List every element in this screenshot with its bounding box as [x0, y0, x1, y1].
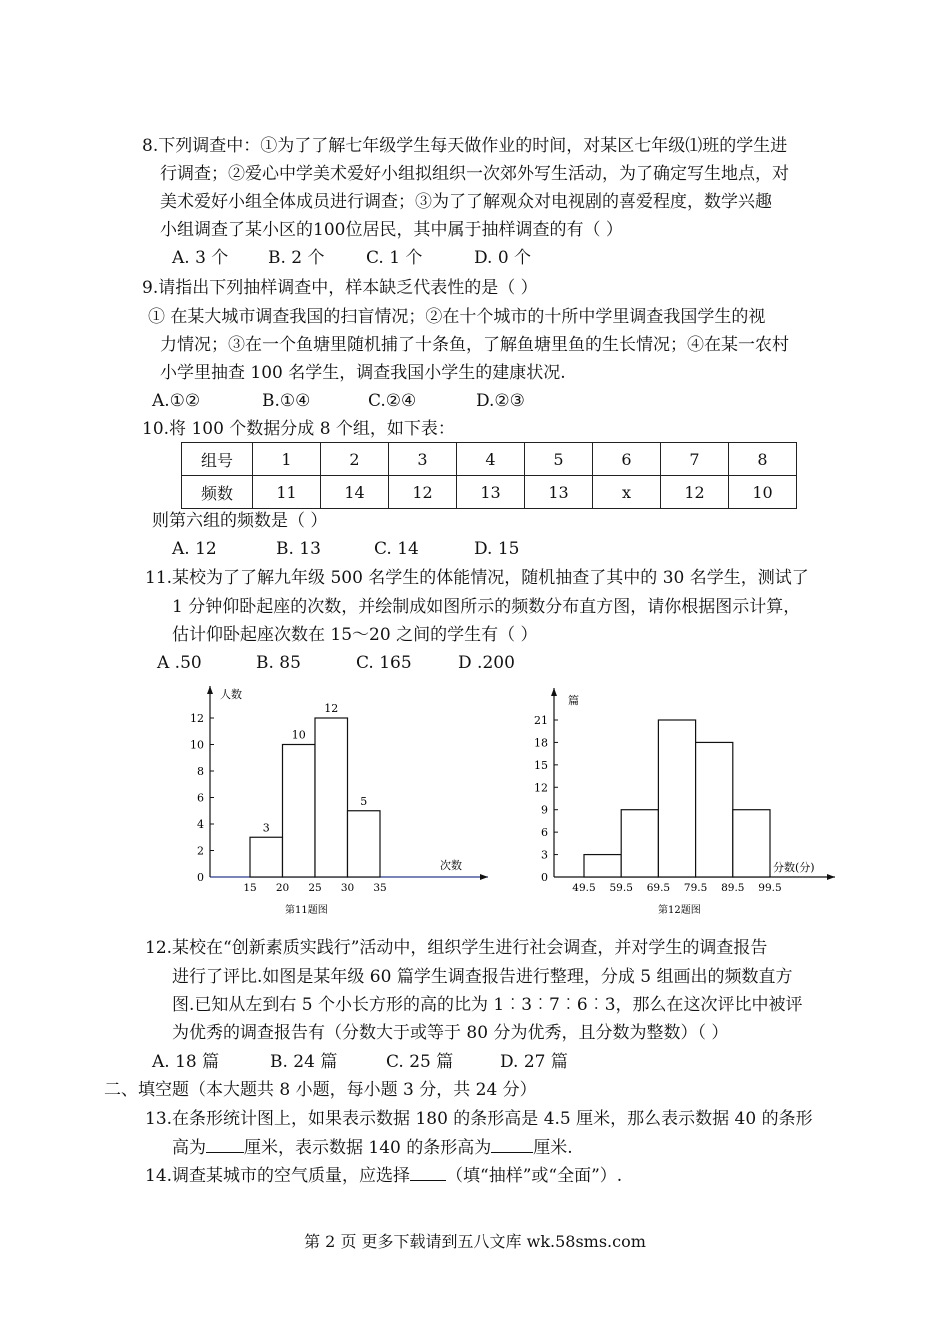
q13-line-1: 13.在条形统计图上，如果表示数据 180 的条形高是 4.5 厘米，那么表示数据 40 的条形 — [145, 1109, 813, 1129]
x-tick-label: 89.5 — [721, 882, 745, 894]
q11-option-c: C. 165 — [356, 653, 412, 673]
q10-option-c: C. 14 — [374, 539, 419, 559]
y-axis-arrow — [551, 688, 557, 696]
chart-ylabel: 人数 — [220, 688, 242, 701]
q11-option-d: D .200 — [458, 653, 515, 673]
q9-line-1: 9.请指出下列抽样调查中，样本缺乏代表性的是（ ） — [142, 278, 538, 298]
answer-blank[interactable] — [491, 1136, 533, 1153]
q9-option-a: A.①② — [152, 391, 201, 411]
q10-option-b: B. 13 — [276, 539, 321, 559]
x-tick-label: 49.5 — [572, 882, 596, 894]
q9-option-c: C.②④ — [368, 391, 417, 411]
table-row — [182, 476, 797, 509]
q8-line-2: 行调查；②爱心中学美术爱好小组拟组织一次郊外写生活动，为了确定写生地点，对 — [160, 164, 789, 184]
q9-option-b: B.①④ — [262, 391, 311, 411]
q11-line-3: 估计仰卧起座次数在 15～20 之间的学生有（ ） — [172, 625, 538, 645]
q12-option-d: D. 27 篇 — [500, 1052, 568, 1072]
histogram-bar — [621, 810, 658, 877]
q12-line-2: 进行了评比.如图是某年级 60 篇学生调查报告进行整理，分成 5 组画出的频数直方 — [172, 967, 793, 987]
q11-line-1: 11.某校为了了解九年级 500 名学生的体能情况，随机抽查了其中的 30 名学生，测试了 — [145, 568, 809, 588]
table-cell: 11 — [253, 476, 321, 509]
chart-title: 第12题图 — [658, 905, 701, 916]
histogram-bar — [315, 718, 348, 877]
x-tick-label: 59.5 — [609, 882, 633, 894]
q12-option-a: A. 18 篇 — [152, 1052, 220, 1072]
chart-title: 第11题图 — [285, 905, 328, 916]
x-axis-arrow — [480, 874, 488, 880]
q12-line-3: 图.已知从左到右 5 个小长方形的高的比为 1︰3︰7︰6︰3，那么在这次评比中被评 — [172, 995, 803, 1015]
table-cell: 8 — [729, 443, 797, 476]
q13-line-2 — [172, 1136, 573, 1159]
table-cell: 5 — [525, 443, 593, 476]
y-tick-label: 18 — [534, 736, 548, 750]
histogram-bar — [584, 855, 621, 877]
bar-value-label: 12 — [324, 702, 339, 715]
x-tick-label: 99.5 — [758, 882, 782, 894]
answer-blank[interactable] — [206, 1136, 244, 1153]
table-cell: 2 — [321, 443, 389, 476]
q14-text-a: 14.调查某城市的空气质量，应选择 — [145, 1166, 411, 1186]
table-cell: 3 — [389, 443, 457, 476]
q13-text-b: 厘米，表示数据 140 的条形高为 — [244, 1138, 492, 1158]
q8-option-a: A. 3 个 — [172, 248, 229, 268]
q8-option-c: C. 1 个 — [366, 248, 423, 268]
q9-option-d: D.②③ — [476, 391, 525, 411]
table-row — [182, 443, 797, 476]
table-cell: 12 — [661, 476, 729, 509]
histogram-bar — [283, 745, 316, 878]
y-tick-label: 21 — [534, 714, 548, 727]
histogram-q12 — [530, 680, 850, 920]
q9-line-2: ① 在某大城市调查我国的扫盲情况；②在十个城市的十所中学里调查我国学生的视 — [148, 307, 766, 327]
q8-line-3: 美术爱好小组全体成员进行调查；③为了了解观众对电视剧的喜爱程度，数学兴趣 — [160, 192, 772, 212]
x-axis-arrow — [827, 874, 835, 880]
q12-option-b: B. 24 篇 — [270, 1052, 338, 1072]
x-tick-label: 20 — [275, 882, 290, 894]
frequency-table — [181, 442, 797, 509]
x-tick-label: 30 — [340, 882, 355, 894]
q9-line-4: 小学里抽查 100 名学生，调查我国小学生的建康状况. — [160, 363, 566, 383]
q10-intro: 10.将 100 个数据分成 8 个组，如下表： — [142, 419, 455, 439]
y-tick-label: 2 — [197, 844, 204, 858]
q8-option-b: B. 2 个 — [268, 248, 325, 268]
q12-line-4: 为优秀的调查报告有（分数大于或等于 80 分为优秀，且分数为整数）（ ） — [172, 1023, 729, 1043]
x-tick-label: 69.5 — [646, 882, 671, 894]
y-tick-label: 12 — [534, 781, 548, 795]
table-cell: x — [593, 476, 661, 509]
q11-line-2: 1 分钟仰卧起座的次数，并绘制成如图所示的频数分布直方图，请你根据图示计算， — [172, 597, 801, 617]
y-tick-label: 6 — [197, 791, 204, 805]
q11-option-a: A .50 — [157, 653, 202, 673]
q10-question: 则第六组的频数是（ ） — [152, 511, 328, 531]
table-cell: 14 — [321, 476, 389, 509]
q8-line-4: 小组调查了某小区的100位居民，其中属于抽样调查的有（ ） — [160, 220, 623, 240]
q13-text-a: 高为 — [172, 1138, 206, 1158]
section-heading: 二、填空题（本大题共 8 小题，每小题 3 分，共 24 分） — [104, 1080, 537, 1100]
y-tick-label: 9 — [541, 803, 548, 817]
y-tick-label: 4 — [197, 818, 204, 831]
bar-value-label: 3 — [262, 821, 270, 835]
q10-option-d: D. 15 — [474, 539, 520, 559]
y-tick-label: 8 — [197, 765, 204, 778]
table-cell: 13 — [525, 476, 593, 509]
histogram-q11 — [180, 680, 500, 920]
q8-option-d: D. 0 个 — [474, 248, 532, 268]
q12-line-1: 12.某校在“创新素质实践行”活动中，组织学生进行社会调查，并对学生的调查报告 — [145, 938, 768, 958]
table-cell: 10 — [729, 476, 797, 509]
y-tick-label: 10 — [190, 738, 204, 752]
y-tick-label: 3 — [541, 848, 548, 862]
table-cell: 7 — [661, 443, 729, 476]
bar-value-label: 5 — [360, 794, 368, 808]
q14-text-b: （填“抽样”或“全面”）. — [446, 1166, 623, 1186]
q14-line — [145, 1164, 622, 1187]
bar-value-label: 10 — [291, 728, 306, 742]
table-cell: 1 — [253, 443, 321, 476]
table-cell: 13 — [457, 476, 525, 509]
histogram-bar — [250, 837, 283, 877]
x-tick-label: 79.5 — [683, 882, 708, 894]
x-tick-label: 25 — [308, 882, 322, 894]
y-tick-label: 6 — [541, 826, 548, 840]
histogram-bar — [348, 811, 381, 877]
q13-text-c: 厘米. — [533, 1138, 573, 1158]
y-axis-arrow — [207, 686, 213, 694]
histogram-bar — [696, 742, 733, 877]
q9-line-3: 力情况；③在一个鱼塘里随机捕了十条鱼，了解鱼塘里鱼的生长情况；④在某一农村 — [160, 335, 789, 355]
y-tick-label: 0 — [541, 871, 548, 884]
page-footer: 第 2 页 更多下载请到五八文库 wk.58sms.com — [304, 1232, 646, 1251]
chart-xlabel: 分数(分) — [773, 861, 815, 874]
table-cell: 12 — [389, 476, 457, 509]
q10-option-a: A. 12 — [172, 539, 217, 559]
chart-ylabel: 篇 — [568, 694, 579, 707]
table-cell: 6 — [593, 443, 661, 476]
histogram-bar — [733, 810, 770, 877]
chart-xlabel: 次数 — [440, 859, 462, 872]
table-cell: 组号 — [182, 443, 253, 476]
x-tick-label: 15 — [243, 882, 257, 894]
table-cell: 4 — [457, 443, 525, 476]
q12-option-c: C. 25 篇 — [386, 1052, 454, 1072]
q8-line-1: 8.下列调查中：①为了了解七年级学生每天做作业的时间，对某区七年级⑴班的学生进 — [142, 136, 788, 156]
answer-blank[interactable] — [410, 1164, 446, 1181]
y-tick-label: 12 — [190, 712, 204, 725]
table-cell: 频数 — [182, 476, 253, 509]
y-tick-label: 0 — [197, 871, 204, 884]
y-tick-label: 15 — [534, 758, 548, 772]
histogram-bar — [658, 720, 695, 877]
q11-option-b: B. 85 — [256, 653, 301, 673]
x-tick-label: 35 — [373, 882, 387, 894]
